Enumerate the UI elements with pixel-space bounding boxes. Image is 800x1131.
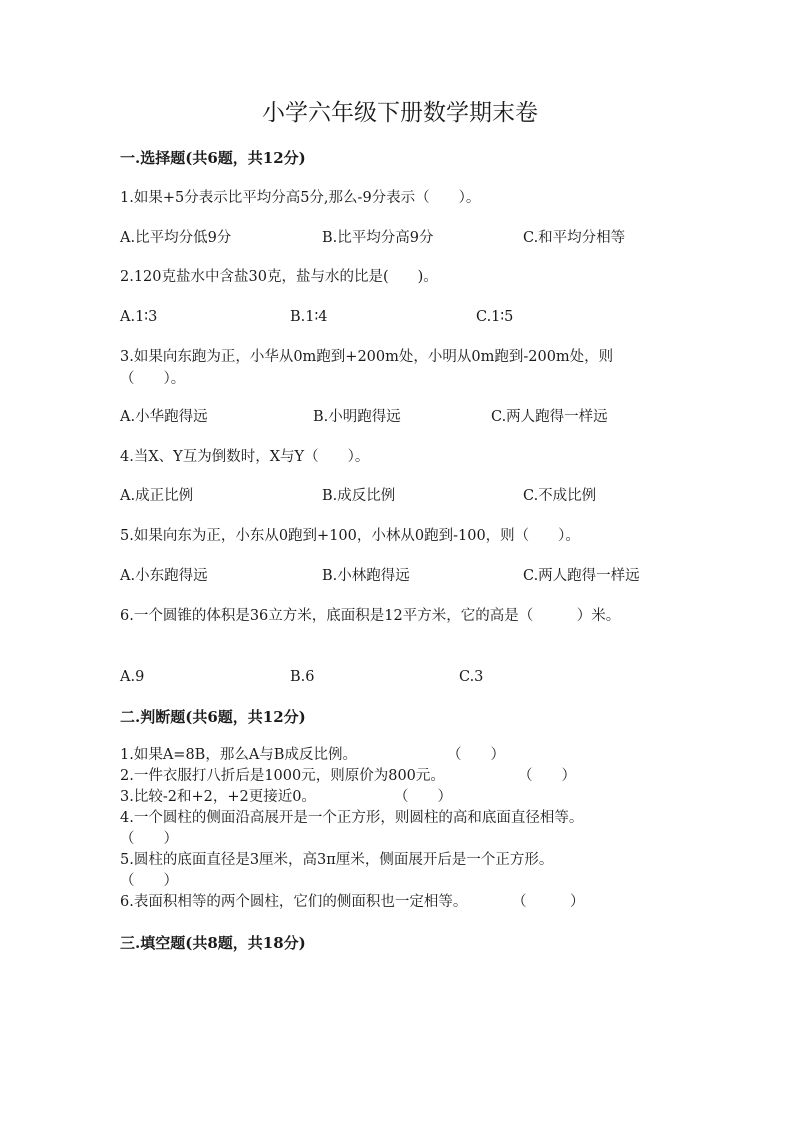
question-1: 1.如果+5分表示比平均分高5分,那么-9分表示（ ）。 [120, 190, 481, 206]
question-4: 4.当X、Y互为倒数时，X与Y（ ）。 [120, 449, 370, 465]
tf-blank-4: （ ） [120, 831, 178, 847]
q2-option-c: C.1∶5 [476, 309, 514, 325]
tf-blank-5: （ ） [120, 873, 178, 889]
tf-blank-3: （ ） [394, 789, 452, 805]
page-title: 小学六年级下册数学期末卷 [262, 100, 538, 126]
question-6: 6.一个圆锥的体积是36立方米，底面积是12平方米，它的高是（ ）米。 [120, 608, 621, 624]
tf-item-6: 6.表面积相等的两个圆柱，它们的侧面积也一定相等。 [120, 894, 468, 910]
q1-option-c: C.和平均分相等 [523, 230, 626, 246]
q4-option-a: A.成正比例 [120, 488, 194, 504]
q4-option-c: C.不成比例 [523, 488, 597, 504]
tf-item-2: 2.一件衣服打八折后是1000元，则原价为800元。 [120, 768, 445, 784]
section-heading-choice: 一.选择题(共6题，共12分) [120, 149, 306, 167]
tf-item-3: 3.比较-2和+2，+2更接近0。 [120, 789, 316, 805]
q2-option-a: A.1∶3 [120, 309, 158, 325]
q3-option-b: B.小明跑得远 [313, 409, 401, 425]
q5-option-c: C.两人跑得一样远 [523, 568, 640, 584]
q3-option-a: A.小华跑得远 [120, 409, 208, 425]
q5-option-b: B.小林跑得远 [322, 568, 410, 584]
tf-item-5: 5.圆柱的底面直径是3厘米，高3π厘米，侧面展开后是一个正方形。 [120, 852, 554, 868]
q1-option-a: A.比平均分低9分 [120, 230, 232, 246]
tf-blank-6: （ ） [512, 894, 585, 910]
q5-option-a: A.小东跑得远 [120, 568, 208, 584]
question-3: 3.如果向东跑为正，小华从0m跑到+200m处，小明从0m跑到-200m处，则 [120, 349, 614, 365]
question-5: 5.如果向东为正，小东从0跑到+100，小林从0跑到-100，则（ ）。 [120, 528, 580, 544]
q6-option-c: C.3 [459, 669, 484, 685]
question-3-continued: （ ）。 [120, 371, 186, 387]
tf-blank-1: （ ） [447, 747, 505, 763]
q3-option-c: C.两人跑得一样远 [491, 409, 608, 425]
q6-option-a: A.9 [120, 669, 145, 685]
q4-option-b: B.成反比例 [322, 488, 396, 504]
section-heading-true-false: 二.判断题(共6题，共12分) [120, 708, 306, 726]
q6-option-b: B.6 [290, 669, 315, 685]
tf-blank-2: （ ） [518, 768, 576, 784]
tf-item-1: 1.如果A=8B，那么A与B成反比例。 [120, 747, 357, 763]
section-heading-fill-blank: 三.填空题(共8题，共18分) [120, 934, 306, 952]
question-2: 2.120克盐水中含盐30克，盐与水的比是( )。 [120, 269, 438, 285]
q2-option-b: B.1∶4 [290, 309, 328, 325]
q1-option-b: B.比平均分高9分 [322, 230, 434, 246]
tf-item-4: 4.一个圆柱的侧面沿高展开是一个正方形，则圆柱的高和底面直径相等。 [120, 810, 584, 826]
